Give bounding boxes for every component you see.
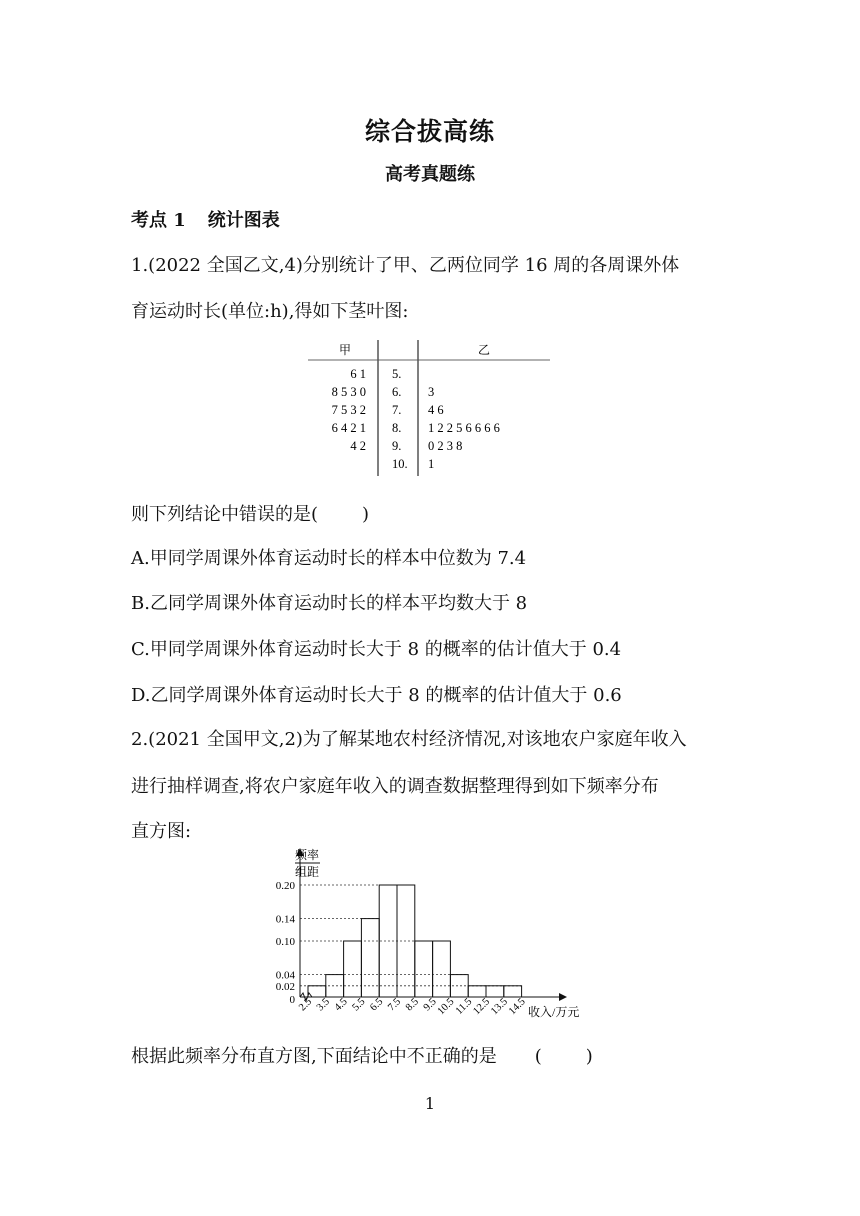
stem-leaf-right-leaves: 0 2 3 8: [428, 439, 463, 453]
stem-leaf-plot: [300, 336, 560, 478]
histogram-bar: [433, 941, 451, 997]
x-tick-label: 9.5: [421, 996, 439, 1014]
q1-question-close: ): [362, 504, 370, 525]
stem-leaf-stem: 7.: [392, 403, 402, 417]
stem-leaf-right-leaves: 1: [428, 457, 435, 471]
stem-leaf-stem: 10.: [392, 457, 408, 471]
q1-question: [131, 500, 369, 526]
y-label-bottom: 组距: [294, 865, 320, 879]
stem-leaf-left-leaves: 8 5 3 0: [331, 385, 366, 399]
frequency-histogram: [260, 845, 600, 1030]
stem-leaf-left-leaves: 6 1: [350, 367, 366, 381]
stem-leaf-stem: 6.: [392, 385, 402, 399]
x-tick-label: 6.5: [368, 996, 386, 1014]
histogram-bar: [361, 919, 379, 997]
q2-line-3: 直方图:: [131, 821, 192, 842]
x-tick-label: 11.5: [453, 996, 475, 1017]
q2-line-1: 2.(2021 全国甲文,2)为了解某地农村经济情况,对该地农户家庭年收入: [131, 729, 687, 750]
q2-question-text: 根据此频率分布直方图,下面结论中不正确的是: [131, 1046, 497, 1067]
page-subtitle: 高考真题练: [385, 164, 475, 185]
stem-leaf-stem: 9.: [392, 439, 402, 453]
page-number: 1: [424, 1094, 436, 1113]
y-tick-label: 0.10: [275, 936, 295, 948]
option-d: D.乙同学周课外体育运动时长大于 8 的概率的估计值大于 0.6: [131, 685, 622, 706]
q1-line-2: 育运动时长(单位:h),得如下茎叶图:: [131, 301, 409, 322]
section-name: 统计图表: [207, 210, 280, 231]
section-label: 考点 1: [131, 210, 186, 231]
stem-leaf-left-leaves: 4 2: [350, 439, 366, 453]
x-tick-label: 4.5: [332, 996, 350, 1014]
stem-leaf-left-leaves: 7 5 3 2: [331, 403, 366, 417]
y-label-top: 频率: [294, 848, 320, 862]
x-tick-label: 5.5: [350, 996, 368, 1014]
page-title: 综合拔高练: [364, 117, 495, 146]
x-tick-label: 12.5: [471, 996, 493, 1018]
stem-leaf-right-leaves: 1 2 2 5 6 6 6 6: [428, 421, 500, 435]
x-tick-label: 8.5: [403, 996, 421, 1014]
x-tick-label: 10.5: [435, 996, 457, 1018]
x-axis-label: 收入/万元: [528, 1005, 580, 1019]
q2-question-close: ): [585, 1046, 593, 1067]
option-b: B.乙同学周课外体育运动时长的样本平均数大于 8: [131, 593, 528, 614]
y-tick-label: 0.14: [275, 913, 295, 926]
y-tick-label: 0.02: [275, 980, 295, 993]
q1-question-text: 则下列结论中错误的是(: [131, 504, 319, 525]
x-tick-label: 14.5: [506, 996, 528, 1018]
y-tick-label: 0: [289, 994, 295, 1006]
y-tick-label: 0.20: [275, 880, 295, 892]
section-heading: [131, 206, 280, 232]
q2-question-open: (: [534, 1046, 542, 1067]
y-tick-label: 0.04: [275, 969, 295, 982]
stem-leaf-right-header: 乙: [477, 343, 491, 357]
q2-question: [131, 1042, 593, 1068]
option-a: A.甲同学周课外体育运动时长的样本中位数为 7.4: [131, 548, 527, 569]
x-tick-label: 3.5: [314, 996, 332, 1014]
stem-leaf-stem: 8.: [392, 421, 402, 435]
q1-line-1: 1.(2022 全国乙文,4)分别统计了甲、乙两位同学 16 周的各周课外体: [131, 255, 680, 276]
q2-line-2: 进行抽样调查,将农户家庭年收入的调查数据整理得到如下频率分布: [131, 776, 659, 797]
histogram-bar: [344, 941, 362, 997]
histogram-bar: [504, 986, 522, 997]
stem-leaf-stem: 5.: [392, 367, 402, 381]
histogram-bar: [468, 986, 486, 997]
histogram-bar: [415, 941, 433, 997]
x-tick-label: 2.5: [297, 996, 315, 1014]
x-tick-label: 13.5: [489, 996, 510, 1018]
histogram-bar: [486, 986, 504, 997]
option-c: C.甲同学周课外体育运动时长大于 8 的概率的估计值大于 0.4: [131, 639, 622, 660]
stem-leaf-right-leaves: 3: [428, 385, 435, 399]
x-tick-label: 7.5: [386, 996, 404, 1014]
stem-leaf-right-leaves: 4 6: [428, 403, 444, 417]
stem-leaf-left-leaves: 6 4 2 1: [331, 421, 366, 435]
stem-leaf-left-header: 甲: [338, 343, 352, 357]
